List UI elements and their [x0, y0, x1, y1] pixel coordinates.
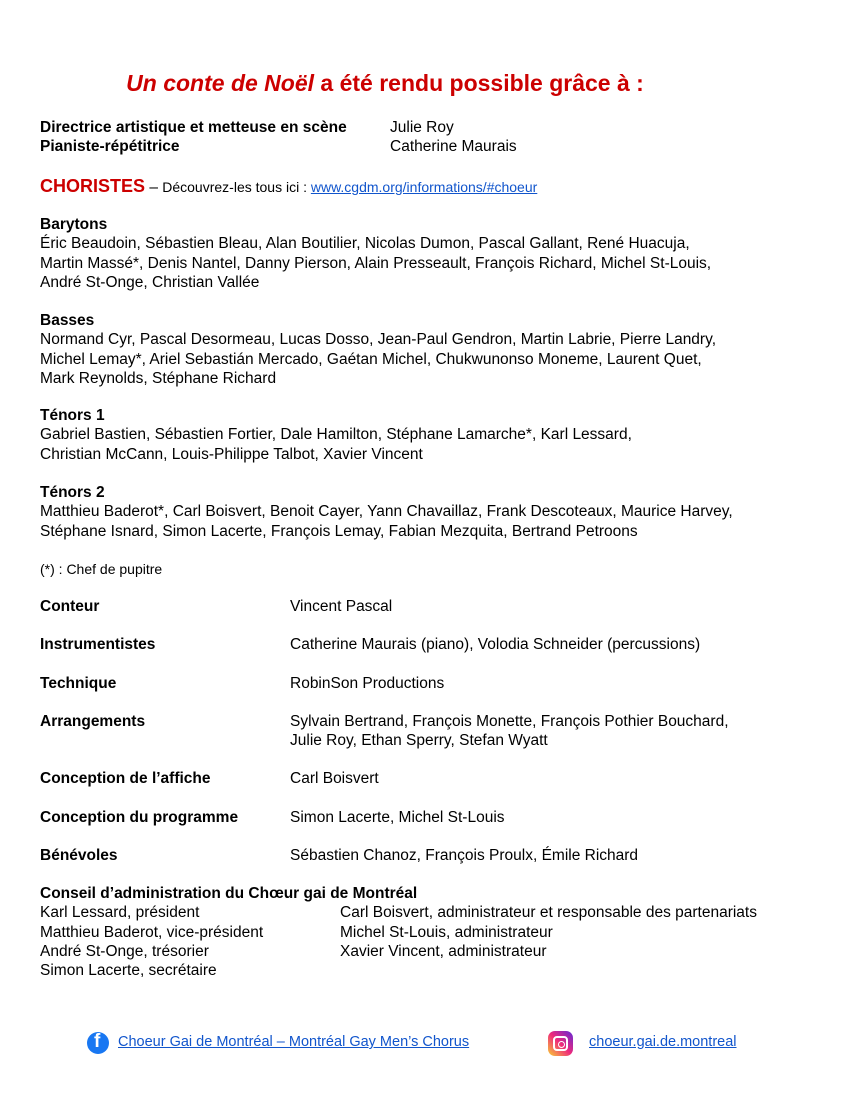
- credit-value: [290, 712, 810, 751]
- board-member: Michel St-Louis, administrateur: [340, 923, 553, 941]
- credit-line: Carl Boisvert: [290, 770, 379, 787]
- section-basses: [40, 311, 810, 388]
- choristes-link[interactable]: www.cgdm.org/informations/#choeur: [310, 179, 538, 195]
- credit-label: Arrangements: [40, 713, 146, 730]
- credit-line: Simon Lacerte, Michel St-Louis: [290, 809, 505, 826]
- section-tenors-2: [40, 483, 810, 541]
- credit-label: Instrumentistes: [40, 636, 156, 653]
- role-label: Directrice artistique et metteuse en scène: [40, 119, 347, 136]
- board-heading: Conseil d’administration du Chœur gai de Montréal: [40, 885, 418, 902]
- credit-value: [290, 635, 810, 654]
- credit-value: [290, 808, 810, 827]
- instagram-icon[interactable]: [548, 1031, 573, 1056]
- footer: [0, 1030, 850, 1060]
- credit-value: [290, 769, 810, 788]
- role-name: Catherine Maurais: [390, 138, 517, 155]
- section-line: Éric Beaudoin, Sébastien Bleau, Alan Boutilier, Nicolas Dumon, Pascal Gallant, René Huacuja,: [40, 235, 690, 253]
- board-section: [40, 884, 820, 980]
- section-heading: Ténors 1: [40, 407, 105, 424]
- section-line: Christian McCann, Louis-Philippe Talbot, Xavier Vincent: [40, 445, 423, 463]
- credit-label: Conception du programme: [40, 809, 239, 826]
- credit-line: Vincent Pascal: [290, 598, 393, 615]
- section-line: Matthieu Baderot*, Carl Boisvert, Benoit Cayer, Yann Chavaillaz, Frank Descoteaux, Maurice Harvey,: [40, 503, 733, 521]
- section-heading: Barytons: [40, 216, 108, 233]
- facebook-icon[interactable]: f: [87, 1032, 109, 1054]
- section-line: Martin Massé*, Denis Nantel, Danny Pierson, Alain Presseault, François Richard, Michel St-Louis,: [40, 254, 712, 272]
- instagram-link[interactable]: choeur.gai.de.montreal: [589, 1034, 737, 1050]
- section-tenors-1: [40, 406, 810, 464]
- section-line: Gabriel Bastien, Sébastien Fortier, Dale Hamilton, Stéphane Lamarche*, Karl Lessard,: [40, 426, 632, 444]
- facebook-link[interactable]: Choeur Gai de Montréal – Montréal Gay Men’s Chorus: [118, 1034, 470, 1050]
- credit-line: Sylvain Bertrand, François Monette, François Pothier Bouchard,: [290, 713, 729, 730]
- section-line: Mark Reynolds, Stéphane Richard: [40, 369, 277, 387]
- board-member: Carl Boisvert, administrateur et responsable des partenariats: [340, 904, 757, 922]
- footnote: (*) : Chef de pupitre: [40, 561, 163, 577]
- credit-label: Conteur: [40, 598, 100, 615]
- credit-value: [290, 597, 810, 616]
- credit-value: [290, 674, 810, 693]
- role-name: Julie Roy: [390, 119, 454, 136]
- board-member: Karl Lessard, président: [40, 904, 200, 922]
- choristes-dash: –: [145, 179, 163, 196]
- board-column-right: [340, 903, 757, 961]
- credit-line: Julie Roy, Ethan Sperry, Stefan Wyatt: [290, 732, 548, 750]
- section-barytons: [40, 215, 810, 292]
- section-heading: Ténors 2: [40, 484, 105, 501]
- credit-line: Catherine Maurais (piano), Volodia Schneider (percussions): [290, 636, 701, 653]
- board-member: André St-Onge, trésorier: [40, 942, 209, 960]
- credit-label: Technique: [40, 675, 117, 692]
- choristes-heading: CHORISTES: [40, 176, 146, 196]
- section-heading: Basses: [40, 312, 95, 329]
- credit-line: Sébastien Chanoz, François Proulx, Émile Richard: [290, 847, 639, 864]
- board-member: Matthieu Baderot, vice-président: [40, 923, 264, 941]
- section-line: Michel Lemay*, Ariel Sebastián Mercado, Gaétan Michel, Chukwunonso Moneme, Laurent Quet,: [40, 350, 702, 368]
- credit-label: Bénévoles: [40, 847, 118, 864]
- section-line: Normand Cyr, Pascal Desormeau, Lucas Dosso, Jean-Paul Gendron, Martin Labrie, Pierre Landry,: [40, 331, 716, 349]
- page-title: [0, 70, 770, 97]
- title-italic: Un conte de Noël: [126, 70, 315, 96]
- title-rest: a été rendu possible grâce à :: [314, 70, 644, 96]
- board-column-left: [40, 903, 263, 980]
- credit-line: RobinSon Productions: [290, 675, 445, 692]
- section-line: Stéphane Isnard, Simon Lacerte, François Lemay, Fabian Mezquita, Bertrand Petroons: [40, 522, 638, 540]
- board-member: Simon Lacerte, secrétaire: [40, 962, 217, 980]
- choristes-intro: Découvrez-les tous ici :: [162, 179, 311, 195]
- board-member: Xavier Vincent, administrateur: [340, 942, 547, 960]
- role-label: Pianiste-répétitrice: [40, 138, 180, 155]
- credit-label: Conception de l’affiche: [40, 770, 211, 787]
- credit-value: [290, 846, 810, 865]
- section-line: André St-Onge, Christian Vallée: [40, 273, 260, 291]
- choristes-line: [40, 176, 537, 197]
